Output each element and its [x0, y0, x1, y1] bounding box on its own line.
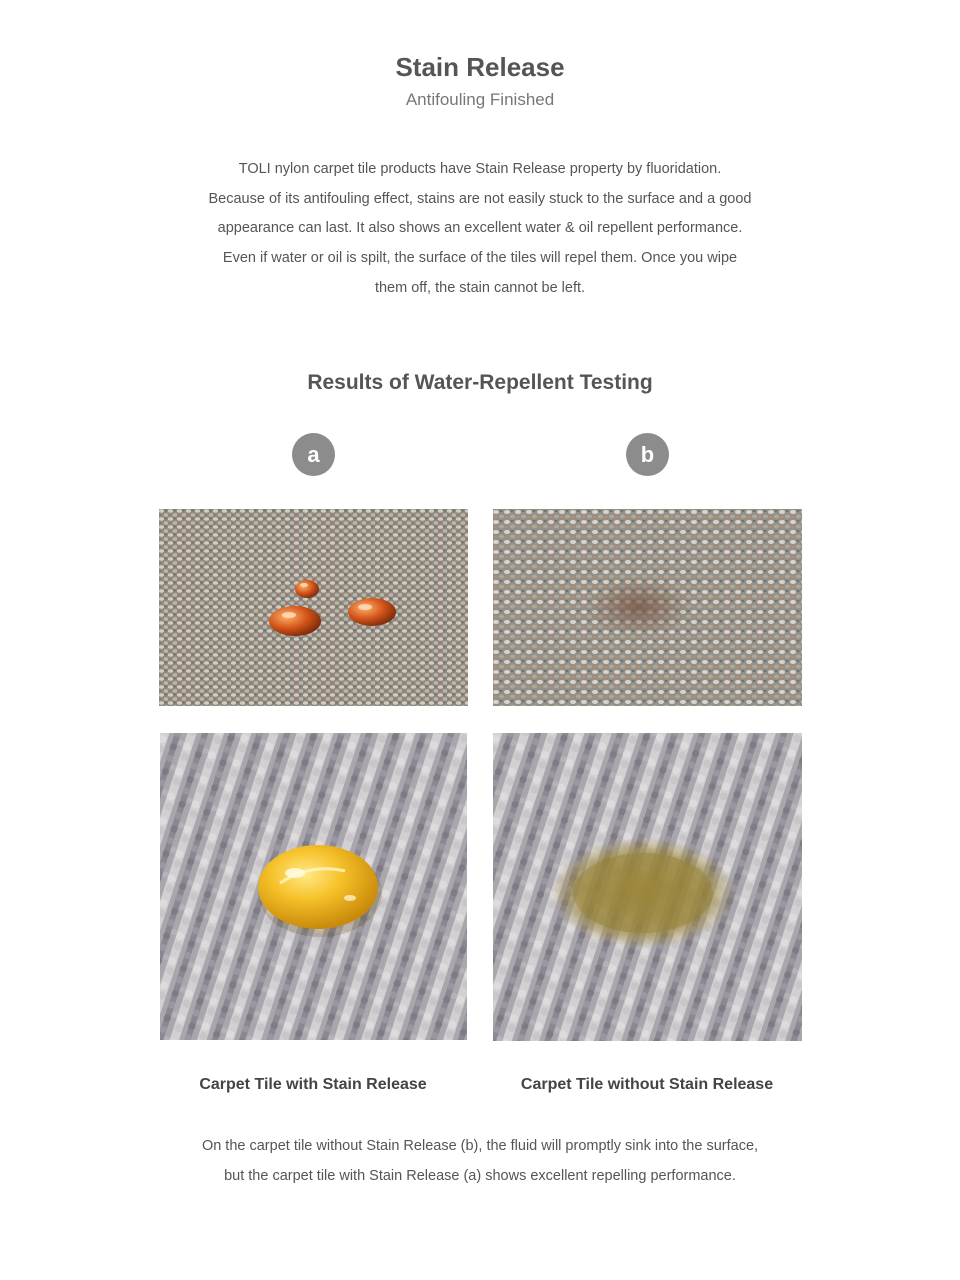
photo-with-release-bead: [160, 733, 467, 1040]
photo-without-release-soaked: [493, 509, 802, 706]
page-subtitle: Antifouling Finished: [405, 90, 555, 109]
intro-line: appearance can last. It also shows an excellent water & oil repellent performance.: [217, 220, 743, 237]
photo-without-release-absorbed: [493, 733, 802, 1041]
footnote-line: but the carpet tile with Stain Release (a) shows excellent repelling performance.: [224, 1168, 736, 1184]
results-footnote: [120, 1131, 840, 1191]
badge-a: a: [292, 433, 335, 476]
results-heading: Results of Water-Repellent Testing: [307, 371, 653, 394]
page-title: Stain Release: [395, 52, 565, 82]
intro-line: TOLI nylon carpet tile products have Stain Release property by fluoridation.: [238, 161, 722, 177]
badge-b: b: [626, 433, 669, 476]
caption-without-release: Carpet Tile without Stain Release: [520, 1076, 774, 1093]
photo-with-release-droplets: [159, 509, 468, 706]
intro-line: Even if water or oil is spilt, the surface of the tiles will repel them. Once you wipe: [222, 250, 738, 267]
footnote-line: On the carpet tile without Stain Release (b), the fluid will promptly sink into the surface,: [201, 1138, 759, 1154]
caption-with-release: Carpet Tile with Stain Release: [199, 1076, 427, 1093]
intro-line: them off, the stain cannot be left.: [374, 279, 586, 296]
intro-line: Because of its antifouling effect, stains are not easily stuck to the surface and a good: [208, 190, 752, 207]
intro-paragraph: [140, 155, 820, 304]
